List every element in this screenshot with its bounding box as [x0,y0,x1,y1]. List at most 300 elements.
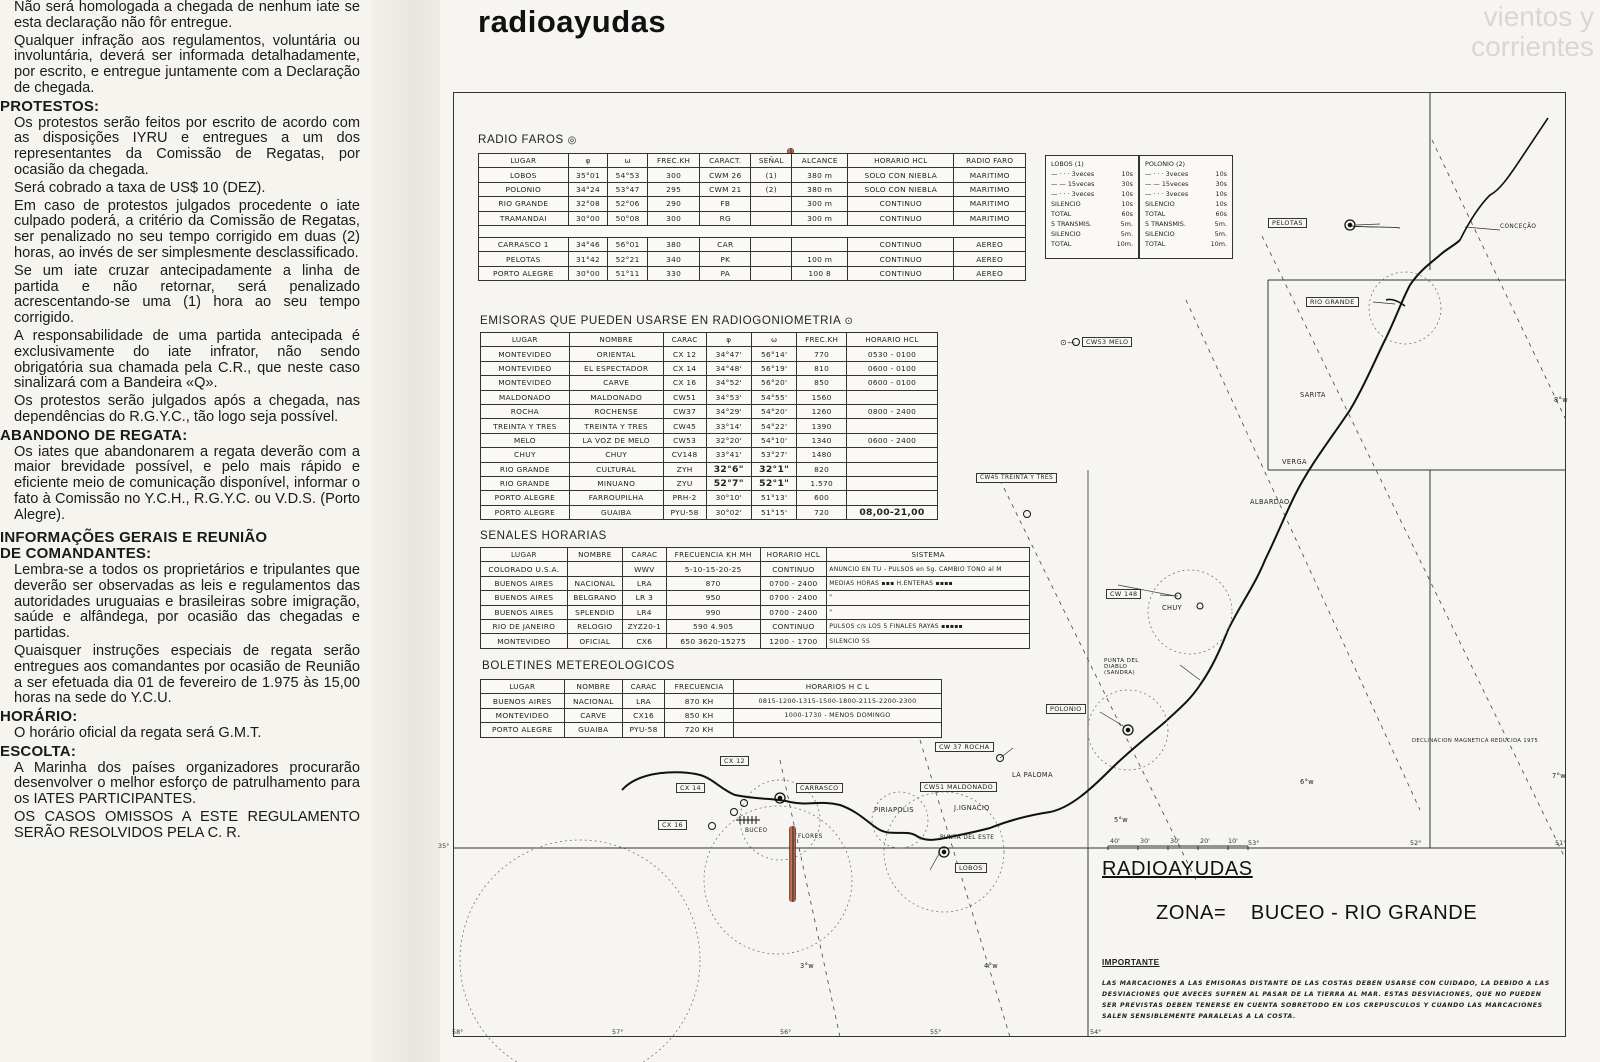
table-cell [846,448,937,462]
protestos-paragraph-6: Os protestos serão julgados após a chegada, nas dependências do R.G.Y.C., tão logo seja possível. [14,393,360,425]
table-row [481,433,938,447]
table-cell: AEREO [954,237,1026,251]
table-cell: AEREO [954,252,1026,266]
info-heading-line-2: DE COMANDANTES: [0,545,152,563]
table-cell: CX 14 [663,361,706,375]
table-cell: (2) [751,182,792,196]
table-cell: 820 [797,462,847,476]
table-cell: 770 [797,347,847,361]
table-cell: CWM 21 [700,182,751,196]
table-cell: PULSOS c/s LOS 5 FINALES RAYAS ▪▪▪▪▪ [827,619,1030,633]
col-horario: HORARIO HCL [760,548,827,562]
legend-value: 10m. [1116,240,1133,248]
table-cell: 51°11 [608,266,648,280]
legend-value: 5m. [1120,230,1133,238]
table-cell: 870 [666,576,760,590]
table-cell: 0800 - 2400 [846,404,937,418]
legend-title: LOBOS (1) [1051,160,1084,168]
table-cell: 290 [647,197,699,211]
legend-row [1145,209,1227,219]
col-tipo: RADIO FARO [954,154,1026,168]
table-row [481,419,938,433]
table-cell [846,462,937,476]
table-cell: 52°1" [751,476,796,490]
table-cell: PA [700,266,751,280]
show-through-line-1: vientos y [1483,1,1594,32]
table-cell: MONTEVIDEO [481,708,565,722]
col-horario: HORARIO HCL [848,154,954,168]
table-cell: LOBOS [479,168,569,182]
legend-row [1051,199,1133,209]
label-j-ignacio: J.IGNACIO [954,804,990,812]
coord-lon-58: 58° [452,1028,464,1036]
table-cell [751,211,792,225]
table-cell: 32°08 [568,197,608,211]
label-cw37-rocha: CW 37 ROCHA [935,742,994,752]
table-cell: CONTINUO [848,252,954,266]
legend-row [1145,229,1227,239]
table-cell: MELO [481,433,570,447]
table-cell: PYU-58 [663,505,706,519]
table-cell: 1390 [797,419,847,433]
table-cell: 300 [647,168,699,182]
table-cell: TRAMANDAI [479,211,569,225]
table-cell: COLORADO U.S.A. [481,562,568,576]
label-chuy: CHUY [1162,604,1183,612]
table-cell: 0600 - 0100 [846,361,937,375]
info-paragraph-2: Quaisquer instruções especiais de regata serão entregues aos comandantes por ocasião de Reunião a ser efetuada dia 01 de fevereiro de 1.975 às 15,00 horas na sede do Y.C.U. [14,643,360,707]
radio-faros-table [478,153,1026,281]
table-row [481,376,938,390]
label-pelotas: PELOTAS [1268,218,1307,228]
table-cell: CWM 26 [700,168,751,182]
col-senal: SEÑAL [751,154,792,168]
table-cell: CHUY [481,448,570,462]
table-row [481,723,942,737]
coord-lon-51: 51° [1555,839,1567,847]
table-cell: CX6 [622,634,666,648]
legend-row [1145,169,1227,179]
label-punta-del-diablo: PUNTA DEL DIABLO (SANDRA) [1104,658,1139,676]
col-carac: CARAC [622,680,664,694]
coord-lon-53: 53° [1248,839,1260,847]
table-cell: " [827,605,1030,619]
table-row [479,211,1026,225]
table-cell: RIO GRANDE [479,197,569,211]
table-row [481,361,938,375]
melo-symbol-icon: ⊙— [1060,338,1076,347]
table-cell: 5-10-15-20-25 [666,562,760,576]
table-cell: MONTEVIDEO [481,634,568,648]
table-cell: CHUY [569,448,663,462]
table-cell: 0815-1200-1315-1500-1800-2115-2200-2300 [734,694,942,708]
table-row [481,562,1030,576]
table-cell: 810 [797,361,847,375]
coord-lon-52: 52° [1410,839,1422,847]
table-cell: 56°14' [751,347,796,361]
table-cell: RIO DE JANEIRO [481,619,568,633]
legend-key: 5 TRANSMIS. [1051,220,1092,228]
table-cell: SILENCIO 5S [827,634,1030,648]
emisoras-label: EMISORAS QUE PUEDEN USARSE EN RADIOGONIOMETRIA ⊙ [480,314,854,327]
label-polonio: POLONIO [1046,704,1086,714]
legend-row [1051,229,1133,239]
legend-key: SILENCIO [1145,200,1175,208]
legend-key: — · · · 3veces [1051,190,1095,198]
table-cell: CONTINUO [848,211,954,225]
table-cell: 53°27' [751,448,796,462]
table-cell: RIO GRANDE [481,476,570,490]
table-cell: 650 3620-15275 [666,634,760,648]
legend-key: TOTAL [1145,240,1166,248]
table-cell [792,237,848,251]
legend-value: 10s [1121,190,1133,198]
table-cell: ROCHA [481,404,570,418]
protestos-paragraph-2: Será cobrado a taxa de US$ 10 (DEZ). [14,179,266,196]
label-lobos: LOBOS [955,863,987,873]
table-cell: 33°41' [706,448,751,462]
label-8w: 8°w [1554,396,1569,404]
table-cell: 100 8 [792,266,848,280]
table-cell: 31°42 [568,252,608,266]
table-row [479,266,1026,280]
table-cell: 56°01 [608,237,648,251]
label-declinacion: DECLINACION MAGNETICA REDUCIDA 1975 [1412,738,1539,744]
label-cx16: CX 16 [658,820,687,830]
table-cell: GUAIBA [569,505,663,519]
legend-value: 10s [1121,170,1133,178]
table-cell: 0600 - 2400 [846,433,937,447]
legend-row [1051,169,1133,179]
coord-lon-56: 56° [780,1028,792,1036]
label-rio-grande: RIO GRANDE [1306,297,1359,307]
table-cell: ROCHENSE [569,404,663,418]
table-cell: 30°00 [568,211,608,225]
abandono-heading: ABANDONO DE REGATA: [0,426,188,444]
table-cell: WWV [622,562,666,576]
label-cx12: CX 12 [720,756,749,766]
col-caract: CARACT. [700,154,751,168]
legend-row [1051,189,1133,199]
col-carac: CARAC [663,333,706,347]
table-row [481,591,1030,605]
table-cell: CARVE [564,708,622,722]
table-cell [846,419,937,433]
table-cell: SPLENDID [567,605,622,619]
table-cell [751,266,792,280]
table-row [481,619,1030,633]
legend-value: 5m. [1214,230,1227,238]
table-cell: 30°02' [706,505,751,519]
table-cell: MEDIAS HORAS ▪▪▪ H.ENTERAS ▪▪▪▪ [827,576,1030,590]
legend-key: SILENCIO [1051,200,1081,208]
table-cell: 30°10' [706,491,751,505]
col-carac: CARAC [622,548,666,562]
table-cell: 30°00 [568,266,608,280]
table-cell: CX16 [622,708,664,722]
table-cell: PK [700,252,751,266]
protestos-heading: PROTESTOS: [0,97,100,115]
table-cell: 0700 - 2400 [760,605,827,619]
table-cell: PORTO ALEGRE [481,491,570,505]
table-cell: AEREO [954,266,1026,280]
table-row [481,576,1030,590]
label-verga: VERGA [1282,458,1307,466]
legend-key: — · · · 3veces [1145,190,1189,198]
table-cell: 850 KH [665,708,734,722]
table-cell: 380 [647,237,699,251]
table-cell: 34°47' [706,347,751,361]
col-lat: φ [568,154,608,168]
table-cell: 1340 [797,433,847,447]
col-lugar: LUGAR [481,680,565,694]
table-cell: CX 16 [663,376,706,390]
table-cell: EL ESPECTADOR [569,361,663,375]
table-cell: 950 [666,591,760,605]
table-cell: 300 m [792,211,848,225]
table-cell: 330 [647,266,699,280]
legend-value: 5m. [1214,220,1227,228]
horario-paragraph: O horário oficial da regata será G.M.T. [14,725,262,742]
table-row [481,462,938,476]
legend-key: TOTAL [1051,240,1072,248]
table-cell: ZYH [663,462,706,476]
table-cell: PRH-2 [663,491,706,505]
table-cell: 54°10' [751,433,796,447]
table-cell: BELGRANO [567,591,622,605]
table-row [479,237,1026,251]
table-cell: CAR [700,237,751,251]
coastline [622,240,1460,840]
table-cell: LR4 [622,605,666,619]
table-cell: 1480 [797,448,847,462]
legend-value: 60s [1215,210,1227,218]
table-cell: CV148 [663,448,706,462]
table-cell [846,476,937,490]
table-cell: 600 [797,491,847,505]
col-nombre: NOMBRE [569,333,663,347]
table-cell: ORIENTAL [569,347,663,361]
col-horarios: HORARIOS H C L [734,680,942,694]
table-cell: 300 [647,211,699,225]
coord-lon-54: 54° [1090,1028,1102,1036]
label-cw53-melo: CW53 MELO [1082,337,1132,347]
label-la-paloma: LA PALOMA [1012,771,1053,779]
scale-30-a: 30' [1140,837,1150,845]
radio-faros-label: RADIO FAROS ◎ [478,133,577,146]
legend-row [1051,239,1133,249]
table-cell: FARROUPILHA [569,491,663,505]
legend-value: 30s [1215,180,1227,188]
label-sarita: SARITA [1300,391,1326,399]
legend-value: 10m. [1210,240,1227,248]
table-cell: 34°53' [706,390,751,404]
table-cell: CONTINUO [760,562,827,576]
col-lon: ω [751,333,796,347]
table-cell: 720 [797,505,847,519]
emisoras-table [480,332,938,520]
important-note: LAS MARCACIONES A LAS EMISORAS DISTANTE DE LAS COSTAS DEBEN USARSE CON CUIDADO, LA DEBIDO A LAS DESVIACIONES QUE AVECES SUFREN AL PASAR DE LA TIERRA AL MAR. ESTAS DESVIACIONES, QUE NO PUEDEN SER PREVISTAS DEBEN TENERSE EN CUENTA SOBRETODO EN LOS CREPUSCULOS Y CUANDO LAS MARCACIONES SALEN SENSIBLEMENTE PARALELAS A LA COSTA. [1102,980,1550,1020]
table-row [481,694,942,708]
table-cell: 300 m [792,197,848,211]
table-row [481,404,938,418]
table-cell: CONTINUO [848,197,954,211]
label-cw45-treinta-y-tres: CW45 TREINTA Y TRES [976,473,1057,483]
table-cell: CW45 [663,419,706,433]
legend-title: POLONIO (2) [1145,160,1186,168]
legend-row [1145,199,1227,209]
table-cell: 380 m [792,168,848,182]
legend-row [1145,239,1227,249]
table-cell: BUENOS AIRES [481,591,568,605]
label-punta-del-este: PUNTA DEL ESTE [940,835,995,841]
table-row [481,390,938,404]
senales-label: SENALES HORARIAS [480,529,607,542]
col-frecuencia: FRECUENCIA [665,680,734,694]
table-cell: NACIONAL [567,576,622,590]
table-cell: SOLO CON NIEBLA [848,168,954,182]
escolta-paragraph-1: A Marinha dos países organizadores procurarão desenvolver o melhor esforço de patrulhamento para os IATES PARTICIPANTES. [14,759,360,808]
label-7w: 7°w [1552,772,1567,780]
escolta-paragraph-2: OS CASOS OMISSOS A ESTE REGULAMENTO SERÃO RESOLVIDOS PELA C. R. [14,809,360,841]
legend-value: 10s [1215,200,1227,208]
table-cell: 295 [647,182,699,196]
table-cell: 32°1" [751,462,796,476]
table-cell: LRA [622,576,666,590]
legend-key: SILENCIO [1051,230,1081,238]
table-cell: CONTINUO [848,237,954,251]
table-cell: CW53 [663,433,706,447]
legend-value: 30s [1121,180,1133,188]
intro-paragraph-1: Não será homologada a chegada de nenhum iate se esta declaração não fôr entregue. [14,0,360,31]
legend-value: 5m. [1120,220,1133,228]
col-lat: φ [706,333,751,347]
table-cell: 54°22' [751,419,796,433]
table-cell: OFICIAL [567,634,622,648]
table-cell: BUENOS AIRES [481,576,568,590]
table-cell: 33°14' [706,419,751,433]
info-paragraph-1: Lembra-se a todos os proprietários e tripulantes que deverão ser observadas as leis e regulamentos das autoridades uruguaias e brasileiras sobre imigração, saúde e alfândega, por ocasião das chegadas e partidas. [14,562,360,642]
table-cell: 56°20' [751,376,796,390]
protestos-paragraph-3: Em caso de protestos julgados procedente o iate culpado poderá, a critério da Comissão de Regatas, ser penalizado no seu tempo corrigido em duas (2) horas, ao invés de ser simplesmente desclassificado. [14,197,360,261]
table-cell [734,723,942,737]
table-cell: CW51 [663,390,706,404]
table-cell: 1200 - 1700 [760,634,827,648]
table-cell: LRA [622,694,664,708]
table-cell: 0530 - 0100 [846,347,937,361]
info-heading-line-1: INFORMAÇÕES GERAIS E REUNIÃO [0,528,268,546]
table-row [481,491,938,505]
table-cell: 0600 - 0100 [846,376,937,390]
label-piriapolis: PIRIAPOLIS [874,806,914,814]
table-cell: MARITIMO [954,168,1026,182]
legend-row [1145,179,1227,189]
legend-key: — · · · 3veces [1051,170,1095,178]
intro-paragraph-2: Qualquer infração aos regulamentos, voluntária ou involuntária, deverá ser informada detalhadamente, por escrito, e entregue juntamente com a Declaração de chegada. [14,32,360,96]
legend-key: 5 TRANSMIS. [1145,220,1186,228]
table-cell: PYU-58 [622,723,664,737]
table-cell [846,390,937,404]
label-flores: FLORES [798,834,823,840]
legend-value: 10s [1215,170,1227,178]
legend-row [1145,189,1227,199]
table-cell: 870 KH [665,694,734,708]
table-cell: CX 12 [663,347,706,361]
table-row [481,448,938,462]
label-5w: 5°w [1114,816,1129,824]
legend-value: 10s [1215,190,1227,198]
col-lugar: LUGAR [481,548,568,562]
table-cell: 54°55' [751,390,796,404]
table-cell: 53°47 [608,182,648,196]
table-row [479,252,1026,266]
table-cell: 32°20' [706,433,751,447]
table-cell: ZYU [663,476,706,490]
scale-20: 20' [1200,837,1210,845]
table-cell: CARRASCO 1 [479,237,569,251]
col-sistema: SISTEMA [827,548,1030,562]
table-cell: LR 3 [622,591,666,605]
label-cw51-maldonado: CW51 MALDONADO [920,782,997,792]
table-cell [751,197,792,211]
table-cell: 850 [797,376,847,390]
coord-lon-55: 55° [930,1028,942,1036]
title-block-heading: RADIOAYUDAS [1102,858,1253,880]
table-cell: 34°24 [568,182,608,196]
legend-row [1051,209,1133,219]
table-cell: 08,00-21,00 [846,505,937,519]
title-block-zona [1156,902,1477,925]
col-lugar: LUGAR [479,154,569,168]
protestos-paragraph-4: Se um iate cruzar antecipadamente a linha de partida e não retornar, será penalizado acrescentando-se uma (1) hora ao seu tempo corrigido. [14,262,360,327]
legend-key: SILENCIO [1145,230,1175,238]
table-cell: RG [700,211,751,225]
table-cell: MARITIMO [954,211,1026,225]
table-cell: 1560 [797,390,847,404]
legend-row [1145,219,1227,229]
table-cell: 1.570 [797,476,847,490]
table-cell: PORTO ALEGRE [481,505,570,519]
table-cell: 56°19' [751,361,796,375]
label-4w: 4°w [984,962,999,970]
col-frecuencia: FRECUENCIA KH MH [666,548,760,562]
coord-lat-35: 35° [438,842,450,850]
protestos-paragraph-1: Os protestos serão feitos por escrito de acordo com as disposições IYRU e entregues a um dos representantes da Comissão de Regatas, por ocasião da chegada. [14,114,360,178]
table-cell [567,562,622,576]
table-cell: MONTEVIDEO [481,376,570,390]
legend-row [1051,179,1133,189]
table-cell: CONTINUO [848,266,954,280]
table-row [479,197,1026,211]
table-cell: PORTO ALEGRE [479,266,569,280]
table-cell: 51°13' [751,491,796,505]
boletines-table [480,679,942,738]
title-block [1088,848,1566,1037]
table-cell: 34°46 [568,237,608,251]
table-cell: CW37 [663,404,706,418]
table-cell: ANUNCIO EN TU - PULSOS en Sg. CAMBIO TONO al M [827,562,1030,576]
table-cell: 1000-1730 - MENOS DOMINGO [734,708,942,722]
label-cw148: CW 148 [1106,589,1141,599]
table-cell: ZYZ20-1 [622,619,666,633]
table-cell: 720 KH [665,723,734,737]
tape-strip-bottom [789,826,796,902]
legend-key: — — 15veces [1145,180,1189,188]
table-cell [751,252,792,266]
scale-30-b: 30' [1170,837,1180,845]
scale-10: 10' [1228,837,1238,845]
label-buceo: BUCEO [745,828,768,834]
